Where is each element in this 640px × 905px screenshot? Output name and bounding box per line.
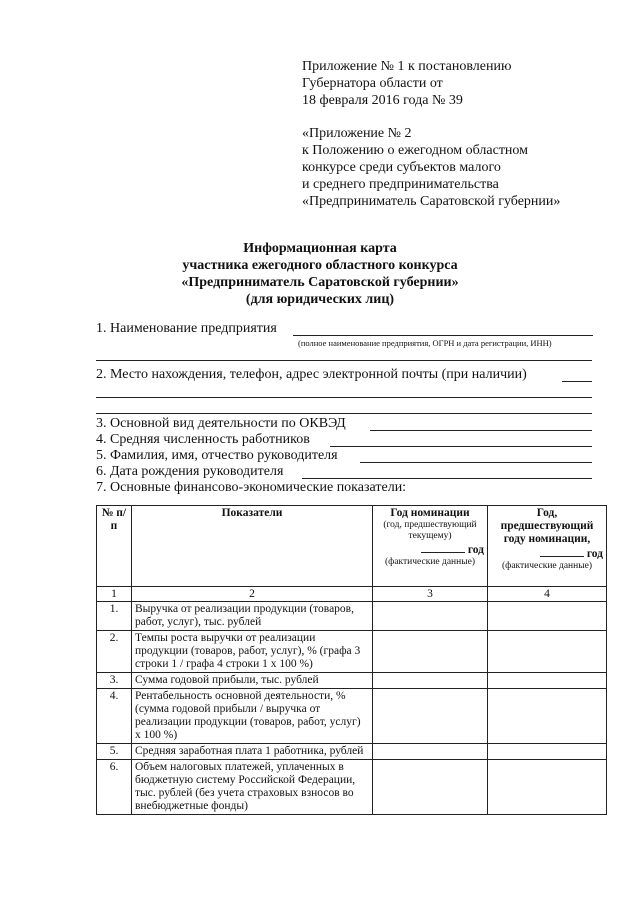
row-indicator: Выручка от реализации продукции (товаров, работ, услуг), тыс. рублей	[132, 602, 373, 631]
field-address-line[interactable]	[562, 381, 592, 382]
header-fact-note: (фактические данные)	[502, 561, 592, 571]
field-company-name-line-2[interactable]	[96, 360, 592, 361]
document-title	[0, 240, 640, 308]
row-value-cell[interactable]	[488, 689, 607, 744]
field-okved-line[interactable]	[370, 430, 592, 431]
col-number: 4	[488, 587, 607, 602]
appendix-line: «Приложение № 2	[302, 126, 412, 141]
header-year-word: год	[586, 548, 603, 560]
row-value-cell[interactable]	[488, 673, 607, 689]
field-employees-line[interactable]	[330, 446, 592, 447]
row-value-cell[interactable]	[488, 760, 607, 815]
row-value-cell[interactable]	[373, 689, 488, 744]
title-line: «Предприниматель Саратовской губернии»	[181, 275, 459, 290]
field-employees-label: 4. Средняя численность работников	[96, 432, 310, 447]
row-value-cell[interactable]	[373, 744, 488, 760]
col-number: 2	[132, 587, 373, 602]
col-number: 3	[373, 587, 488, 602]
table-numbering-row	[97, 587, 607, 602]
row-indicator: Сумма годовой прибыли, тыс. рублей	[132, 673, 373, 689]
field-director-birthdate-line[interactable]	[302, 478, 592, 479]
row-indicator: Объем налоговых платежей, уплаченных в бюджетную систему Российской Федерации, тыс. рублей (без учета страховых взносов во внебюджетные фонды)	[132, 760, 373, 815]
table-row	[97, 760, 607, 815]
field-director-birthdate-label: 6. Дата рождения руководителя	[96, 464, 284, 479]
header-prev-year	[488, 506, 607, 587]
col-number: 1	[97, 587, 132, 602]
title-line: участника ежегодного областного конкурса	[182, 258, 458, 273]
row-number: 3.	[97, 673, 132, 689]
appendix-line: конкурсе среди субъектов малого	[302, 160, 501, 175]
appendix-line: к Положению о ежегодном областном	[302, 143, 529, 158]
field-director-name-line[interactable]	[360, 462, 592, 463]
table-row	[97, 689, 607, 744]
table-header-row	[97, 506, 607, 587]
header-fact-note: (фактические данные)	[385, 557, 475, 567]
row-number: 6.	[97, 760, 132, 815]
field-address-label: 2. Место нахождения, телефон, адрес электронной почты (при наличии)	[96, 367, 527, 382]
year-blank[interactable]	[540, 546, 584, 557]
appendix-line: «Предприниматель Саратовской губернии»	[302, 194, 561, 209]
row-value-cell[interactable]	[488, 744, 607, 760]
field-company-name-label: 1. Наименование предприятия	[96, 321, 277, 336]
header-prev-year-title: Год, предшествующий году номинации,	[500, 507, 594, 545]
indicators-table	[96, 505, 607, 815]
field-company-name-hint: (полное наименование предприятия, ОГРН и дата регистрации, ИНН)	[298, 338, 552, 348]
field-director-name-label: 5. Фамилия, имя, отчество руководителя	[96, 448, 338, 463]
header-year-nomination-note: (год, предшествующий текущему)	[383, 520, 477, 541]
header-block	[302, 58, 511, 109]
table-row	[97, 744, 607, 760]
title-line: Информационная карта	[243, 241, 397, 256]
table-row	[97, 602, 607, 631]
field-address-line-3[interactable]	[96, 413, 592, 414]
row-number: 1.	[97, 602, 132, 631]
header-year-nomination	[373, 506, 488, 587]
table-row	[97, 673, 607, 689]
header-year-nomination-title: Год номинации	[390, 507, 470, 519]
header-line: 18 февраля 2016 года № 39	[302, 93, 463, 108]
appendix-line: и среднего предпринимательства	[302, 177, 499, 192]
row-number: 5.	[97, 744, 132, 760]
row-value-cell[interactable]	[373, 602, 488, 631]
row-value-cell[interactable]	[488, 631, 607, 673]
appendix-block	[302, 125, 560, 210]
financial-indicators-label: 7. Основные финансово-экономические показатели:	[96, 480, 407, 495]
title-line: (для юридических лиц)	[245, 292, 395, 307]
field-company-name-line[interactable]	[293, 335, 593, 336]
header-indicator: Показатели	[132, 506, 373, 587]
row-indicator: Средняя заработная плата 1 работника, рублей	[132, 744, 373, 760]
row-indicator: Темпы роста выручки от реализации продукции (товаров, работ, услуг), % (графа 3 строки 1 / графа 4 строки 1 x 100 %)	[132, 631, 373, 673]
row-number: 2.	[97, 631, 132, 673]
field-address-line-2[interactable]	[96, 397, 592, 398]
header-num: № п/п	[97, 506, 132, 587]
row-number: 4.	[97, 689, 132, 744]
header-line: Приложение № 1 к постановлению	[302, 59, 512, 74]
field-okved-label: 3. Основной вид деятельности по ОКВЭД	[96, 416, 346, 431]
row-value-cell[interactable]	[373, 760, 488, 815]
table-row	[97, 631, 607, 673]
header-line: Губернатора области от	[302, 76, 443, 91]
row-value-cell[interactable]	[373, 631, 488, 673]
year-blank[interactable]	[421, 542, 465, 553]
row-value-cell[interactable]	[488, 602, 607, 631]
header-year-word: год	[467, 544, 484, 556]
row-value-cell[interactable]	[373, 673, 488, 689]
row-indicator: Рентабельность основной деятельности, % (сумма годовой прибыли / выручка от реализации продукции (товаров, работ, услуг) x 100 %)	[132, 689, 373, 744]
